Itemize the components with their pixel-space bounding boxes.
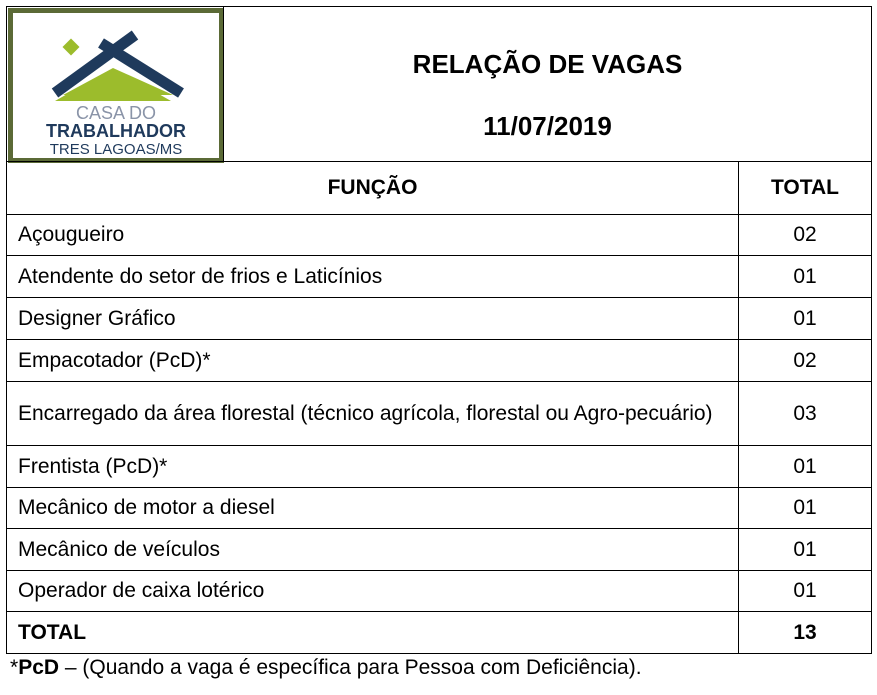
table-row: [7, 488, 872, 529]
funcao-cell: Encarregado da área florestal (técnico agrícola, florestal ou Agro-pecuário): [7, 382, 739, 446]
total-cell: 02: [739, 215, 872, 256]
funcao-cell: Mecânico de veículos: [7, 529, 739, 571]
funcao-cell: Açougueiro: [7, 215, 739, 256]
total-cell: 01: [739, 571, 872, 612]
table-row: [7, 446, 872, 488]
funcao-cell: Empacotador (PcD)*: [7, 340, 739, 382]
funcao-cell: Frentista (PcD)*: [7, 446, 739, 488]
total-cell: 01: [739, 298, 872, 340]
table-row: [7, 215, 872, 256]
footnote: [10, 656, 642, 680]
table-row: [7, 256, 872, 298]
table-row: [7, 529, 872, 571]
table-row: [7, 382, 872, 446]
total-cell: 01: [739, 488, 872, 529]
vacancy-table: [6, 161, 872, 654]
funcao-cell: Designer Gráfico: [7, 298, 739, 340]
footnote-star: *: [10, 656, 19, 679]
footnote-text: – (Quando a vaga é específica para Pessoa com Deficiência).: [59, 656, 642, 679]
date: 11/07/2019: [483, 111, 612, 141]
total-cell: 01: [739, 529, 872, 571]
table-row: [7, 571, 872, 612]
total-cell: 01: [739, 256, 872, 298]
total-row: [7, 612, 872, 654]
total-cell: 03: [739, 382, 872, 446]
funcao-cell: Atendente do setor de frios e Laticínios: [7, 256, 739, 298]
total-cell: 01: [739, 446, 872, 488]
funcao-cell: Mecânico de motor a diesel: [7, 488, 739, 529]
header: [6, 6, 872, 162]
page-title: RELAÇÃO DE VAGAS: [412, 49, 683, 79]
footnote-term: PcD: [18, 656, 60, 679]
column-header-total: TOTAL: [739, 162, 872, 215]
total-cell: 02: [739, 340, 872, 382]
funcao-cell: Operador de caixa lotérico: [7, 571, 739, 612]
logo-line1: CASA DO: [75, 103, 157, 123]
total-label: TOTAL: [7, 612, 739, 654]
table-row: [7, 298, 872, 340]
column-header-funcao: FUNÇÃO: [7, 162, 739, 215]
total-value: 13: [739, 612, 872, 654]
svg-text:TRABALHADOR: TRABALHADOR: [46, 121, 186, 141]
logo: [8, 8, 224, 163]
table-row: [7, 340, 872, 382]
svg-text:TRES LAGOAS/MS: TRES LAGOAS/MS: [49, 141, 183, 158]
